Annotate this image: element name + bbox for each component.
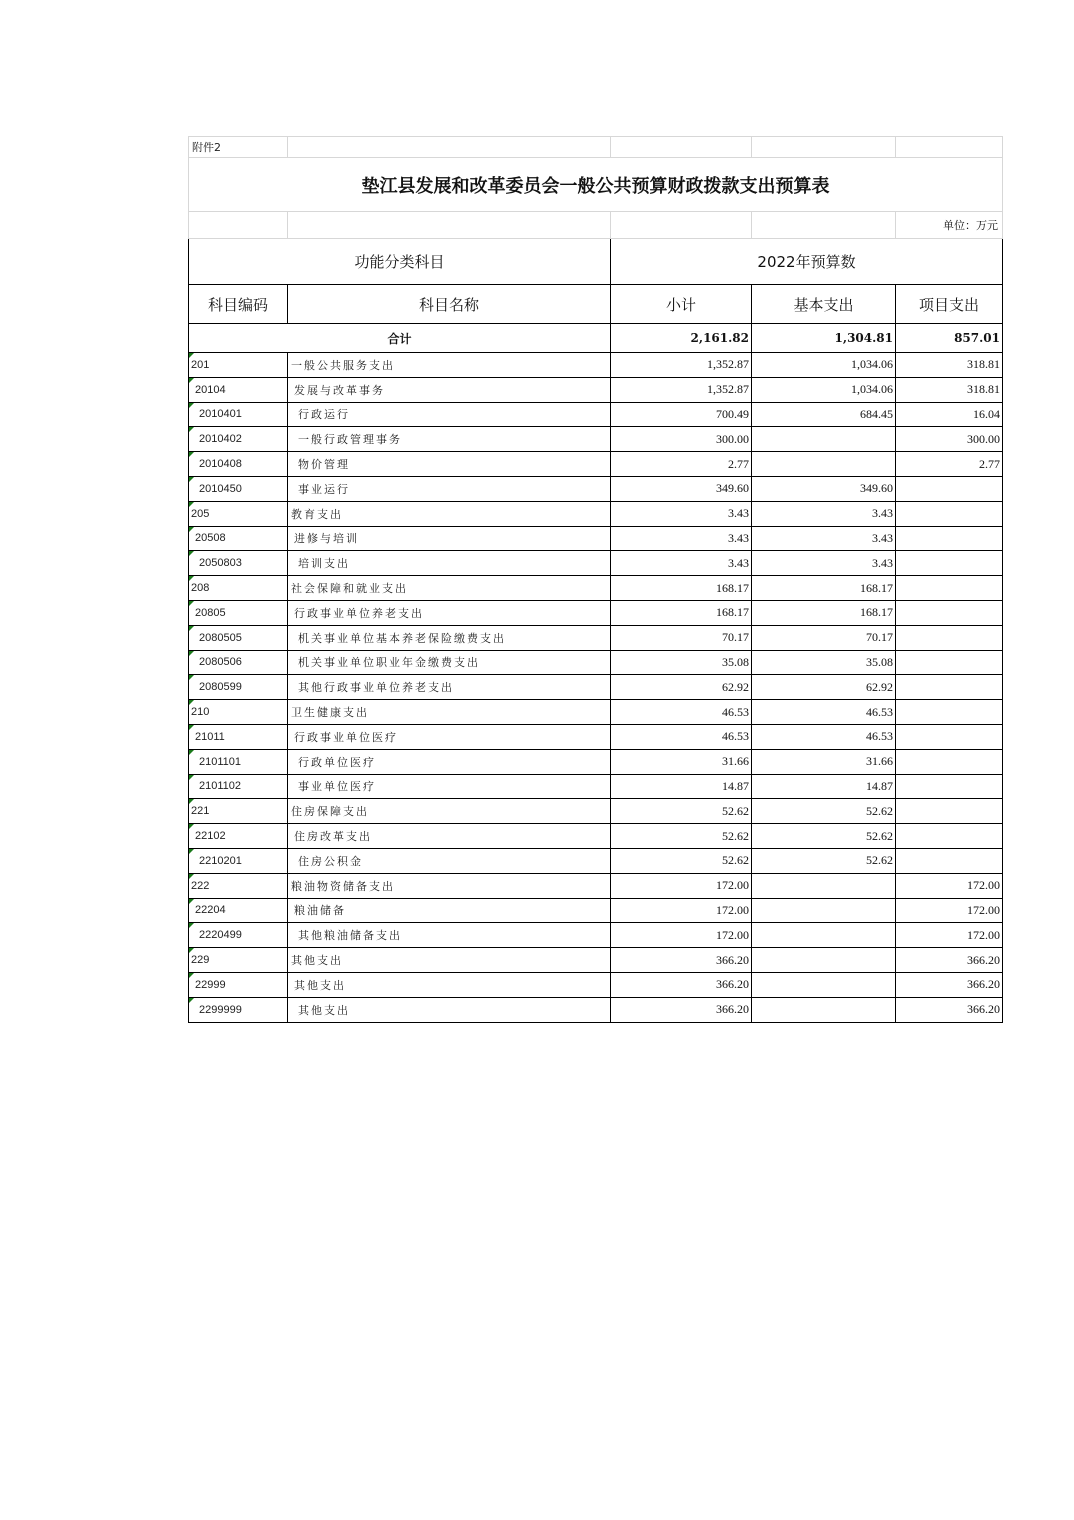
row-project: 318.81 — [896, 377, 1003, 402]
header-functional-category: 功能分类科目 — [189, 239, 611, 285]
row-subtotal: 366.20 — [611, 972, 752, 997]
row-basic: 684.45 — [752, 402, 896, 427]
row-code: 2210201 — [189, 848, 288, 873]
row-subtotal: 366.20 — [611, 997, 752, 1022]
row-subtotal: 52.62 — [611, 848, 752, 873]
header-budget-2022: 2022年预算数 — [611, 239, 1003, 285]
row-project — [896, 501, 1003, 526]
table-row — [189, 576, 1003, 601]
row-name: 发展与改革事务 — [288, 377, 611, 402]
row-basic: 349.60 — [752, 476, 896, 501]
row-name: 粮油物资储备支出 — [288, 873, 611, 898]
row-name: 进修与培训 — [288, 526, 611, 551]
table-row — [189, 700, 1003, 725]
row-name: 行政运行 — [288, 402, 611, 427]
row-name: 其他粮油储备支出 — [288, 923, 611, 948]
total-label: 合计 — [189, 324, 611, 353]
total-row — [189, 324, 1003, 353]
row-basic: 46.53 — [752, 700, 896, 725]
row-name: 行政事业单位医疗 — [288, 724, 611, 749]
row-code: 2010402 — [189, 427, 288, 452]
row-name: 其他支出 — [288, 997, 611, 1022]
row-subtotal: 62.92 — [611, 675, 752, 700]
row-subtotal: 1,352.87 — [611, 377, 752, 402]
row-basic — [752, 452, 896, 477]
row-name: 行政事业单位养老支出 — [288, 600, 611, 625]
row-basic — [752, 997, 896, 1022]
row-name: 机关事业单位基本养老保险缴费支出 — [288, 625, 611, 650]
row-project — [896, 848, 1003, 873]
title-row — [189, 158, 1003, 212]
row-name: 其他行政事业单位养老支出 — [288, 675, 611, 700]
row-name: 教育支出 — [288, 501, 611, 526]
page-title: 垫江县发展和改革委员会一般公共预算财政拨款支出预算表 — [189, 158, 1003, 212]
row-subtotal: 3.43 — [611, 526, 752, 551]
total-basic: 1,304.81 — [752, 324, 896, 353]
row-project — [896, 824, 1003, 849]
table-row — [189, 675, 1003, 700]
row-subtotal: 172.00 — [611, 923, 752, 948]
row-name: 社会保障和就业支出 — [288, 576, 611, 601]
row-project — [896, 799, 1003, 824]
row-basic — [752, 873, 896, 898]
row-project: 318.81 — [896, 353, 1003, 378]
table-row — [189, 824, 1003, 849]
row-name: 住房公积金 — [288, 848, 611, 873]
row-code: 2080505 — [189, 625, 288, 650]
row-project: 366.20 — [896, 972, 1003, 997]
row-code: 222 — [189, 873, 288, 898]
attachment-label: 附件2 — [189, 137, 288, 158]
row-subtotal: 46.53 — [611, 724, 752, 749]
row-code: 2101102 — [189, 774, 288, 799]
row-name: 培训支出 — [288, 551, 611, 576]
row-code: 2010401 — [189, 402, 288, 427]
row-basic — [752, 427, 896, 452]
row-code: 2299999 — [189, 997, 288, 1022]
header-name: 科目名称 — [288, 285, 611, 324]
row-code: 22102 — [189, 824, 288, 849]
row-project — [896, 600, 1003, 625]
row-basic: 62.92 — [752, 675, 896, 700]
table-row — [189, 526, 1003, 551]
row-code: 2010408 — [189, 452, 288, 477]
row-name: 住房改革支出 — [288, 824, 611, 849]
row-project: 2.77 — [896, 452, 1003, 477]
row-subtotal: 300.00 — [611, 427, 752, 452]
header-subtotal: 小计 — [611, 285, 752, 324]
row-basic — [752, 972, 896, 997]
table-row — [189, 353, 1003, 378]
table-row — [189, 948, 1003, 973]
row-code: 2101101 — [189, 749, 288, 774]
row-name: 事业单位医疗 — [288, 774, 611, 799]
row-subtotal: 700.49 — [611, 402, 752, 427]
row-code: 229 — [189, 948, 288, 973]
row-subtotal: 349.60 — [611, 476, 752, 501]
table-row — [189, 898, 1003, 923]
table-row — [189, 377, 1003, 402]
row-basic: 46.53 — [752, 724, 896, 749]
row-basic: 52.62 — [752, 799, 896, 824]
row-project: 16.04 — [896, 402, 1003, 427]
row-code: 22999 — [189, 972, 288, 997]
row-subtotal: 168.17 — [611, 576, 752, 601]
row-code: 2080599 — [189, 675, 288, 700]
row-code: 21011 — [189, 724, 288, 749]
header-column-row — [189, 285, 1003, 324]
row-basic: 35.08 — [752, 650, 896, 675]
row-basic: 52.62 — [752, 824, 896, 849]
row-subtotal: 172.00 — [611, 873, 752, 898]
row-project — [896, 749, 1003, 774]
row-code: 210 — [189, 700, 288, 725]
row-subtotal: 3.43 — [611, 551, 752, 576]
row-basic: 70.17 — [752, 625, 896, 650]
table-row — [189, 427, 1003, 452]
row-name: 卫生健康支出 — [288, 700, 611, 725]
row-name: 其他支出 — [288, 972, 611, 997]
row-basic: 14.87 — [752, 774, 896, 799]
table-row — [189, 650, 1003, 675]
row-subtotal: 52.62 — [611, 824, 752, 849]
table-row — [189, 799, 1003, 824]
row-project: 172.00 — [896, 923, 1003, 948]
row-project: 172.00 — [896, 873, 1003, 898]
row-project — [896, 526, 1003, 551]
row-subtotal: 70.17 — [611, 625, 752, 650]
row-name: 行政单位医疗 — [288, 749, 611, 774]
header-basic: 基本支出 — [752, 285, 896, 324]
row-subtotal: 35.08 — [611, 650, 752, 675]
table-row — [189, 848, 1003, 873]
row-code: 2010450 — [189, 476, 288, 501]
row-basic: 31.66 — [752, 749, 896, 774]
row-name: 一般行政管理事务 — [288, 427, 611, 452]
total-subtotal: 2,161.82 — [611, 324, 752, 353]
row-name: 物价管理 — [288, 452, 611, 477]
table-row — [189, 476, 1003, 501]
row-code: 20508 — [189, 526, 288, 551]
row-basic: 3.43 — [752, 501, 896, 526]
row-basic — [752, 923, 896, 948]
row-project — [896, 675, 1003, 700]
row-subtotal: 52.62 — [611, 799, 752, 824]
row-project — [896, 650, 1003, 675]
row-subtotal: 366.20 — [611, 948, 752, 973]
table-row — [189, 452, 1003, 477]
row-subtotal: 46.53 — [611, 700, 752, 725]
row-name: 一般公共服务支出 — [288, 353, 611, 378]
table-row — [189, 551, 1003, 576]
row-code: 2050803 — [189, 551, 288, 576]
row-code: 205 — [189, 501, 288, 526]
row-code: 221 — [189, 799, 288, 824]
row-name: 粮油储备 — [288, 898, 611, 923]
row-subtotal: 2.77 — [611, 452, 752, 477]
row-subtotal: 1,352.87 — [611, 353, 752, 378]
row-name: 机关事业单位职业年金缴费支出 — [288, 650, 611, 675]
row-project — [896, 774, 1003, 799]
table-row — [189, 972, 1003, 997]
row-project: 366.20 — [896, 997, 1003, 1022]
row-code: 2220499 — [189, 923, 288, 948]
table-row — [189, 625, 1003, 650]
row-name: 其他支出 — [288, 948, 611, 973]
table-row — [189, 997, 1003, 1022]
row-project: 172.00 — [896, 898, 1003, 923]
total-project: 857.01 — [896, 324, 1003, 353]
header-group-row — [189, 239, 1003, 285]
table-row — [189, 402, 1003, 427]
row-basic: 1,034.06 — [752, 377, 896, 402]
row-subtotal: 172.00 — [611, 898, 752, 923]
row-subtotal: 168.17 — [611, 600, 752, 625]
row-project — [896, 551, 1003, 576]
row-code: 20104 — [189, 377, 288, 402]
table-row — [189, 873, 1003, 898]
row-basic — [752, 898, 896, 923]
row-project — [896, 724, 1003, 749]
table-row — [189, 600, 1003, 625]
table-row — [189, 923, 1003, 948]
row-name: 住房保障支出 — [288, 799, 611, 824]
row-project — [896, 700, 1003, 725]
row-code: 2080506 — [189, 650, 288, 675]
row-project: 366.20 — [896, 948, 1003, 973]
row-subtotal: 3.43 — [611, 501, 752, 526]
row-basic: 1,034.06 — [752, 353, 896, 378]
row-basic: 52.62 — [752, 848, 896, 873]
budget-table — [188, 136, 1003, 1023]
row-code: 201 — [189, 353, 288, 378]
budget-sheet — [188, 136, 1002, 1023]
row-project: 300.00 — [896, 427, 1003, 452]
unit-row — [189, 212, 1003, 239]
row-subtotal: 14.87 — [611, 774, 752, 799]
row-code: 22204 — [189, 898, 288, 923]
row-basic: 168.17 — [752, 576, 896, 601]
table-row — [189, 724, 1003, 749]
row-project — [896, 576, 1003, 601]
table-row — [189, 774, 1003, 799]
attachment-row — [189, 137, 1003, 158]
header-project: 项目支出 — [896, 285, 1003, 324]
row-basic — [752, 948, 896, 973]
row-basic: 168.17 — [752, 600, 896, 625]
table-row — [189, 501, 1003, 526]
row-basic: 3.43 — [752, 551, 896, 576]
row-basic: 3.43 — [752, 526, 896, 551]
row-subtotal: 31.66 — [611, 749, 752, 774]
row-project — [896, 625, 1003, 650]
header-code: 科目编码 — [189, 285, 288, 324]
row-code: 20805 — [189, 600, 288, 625]
unit-label: 单位：万元 — [896, 212, 1003, 239]
table-row — [189, 749, 1003, 774]
row-code: 208 — [189, 576, 288, 601]
row-project — [896, 476, 1003, 501]
row-name: 事业运行 — [288, 476, 611, 501]
